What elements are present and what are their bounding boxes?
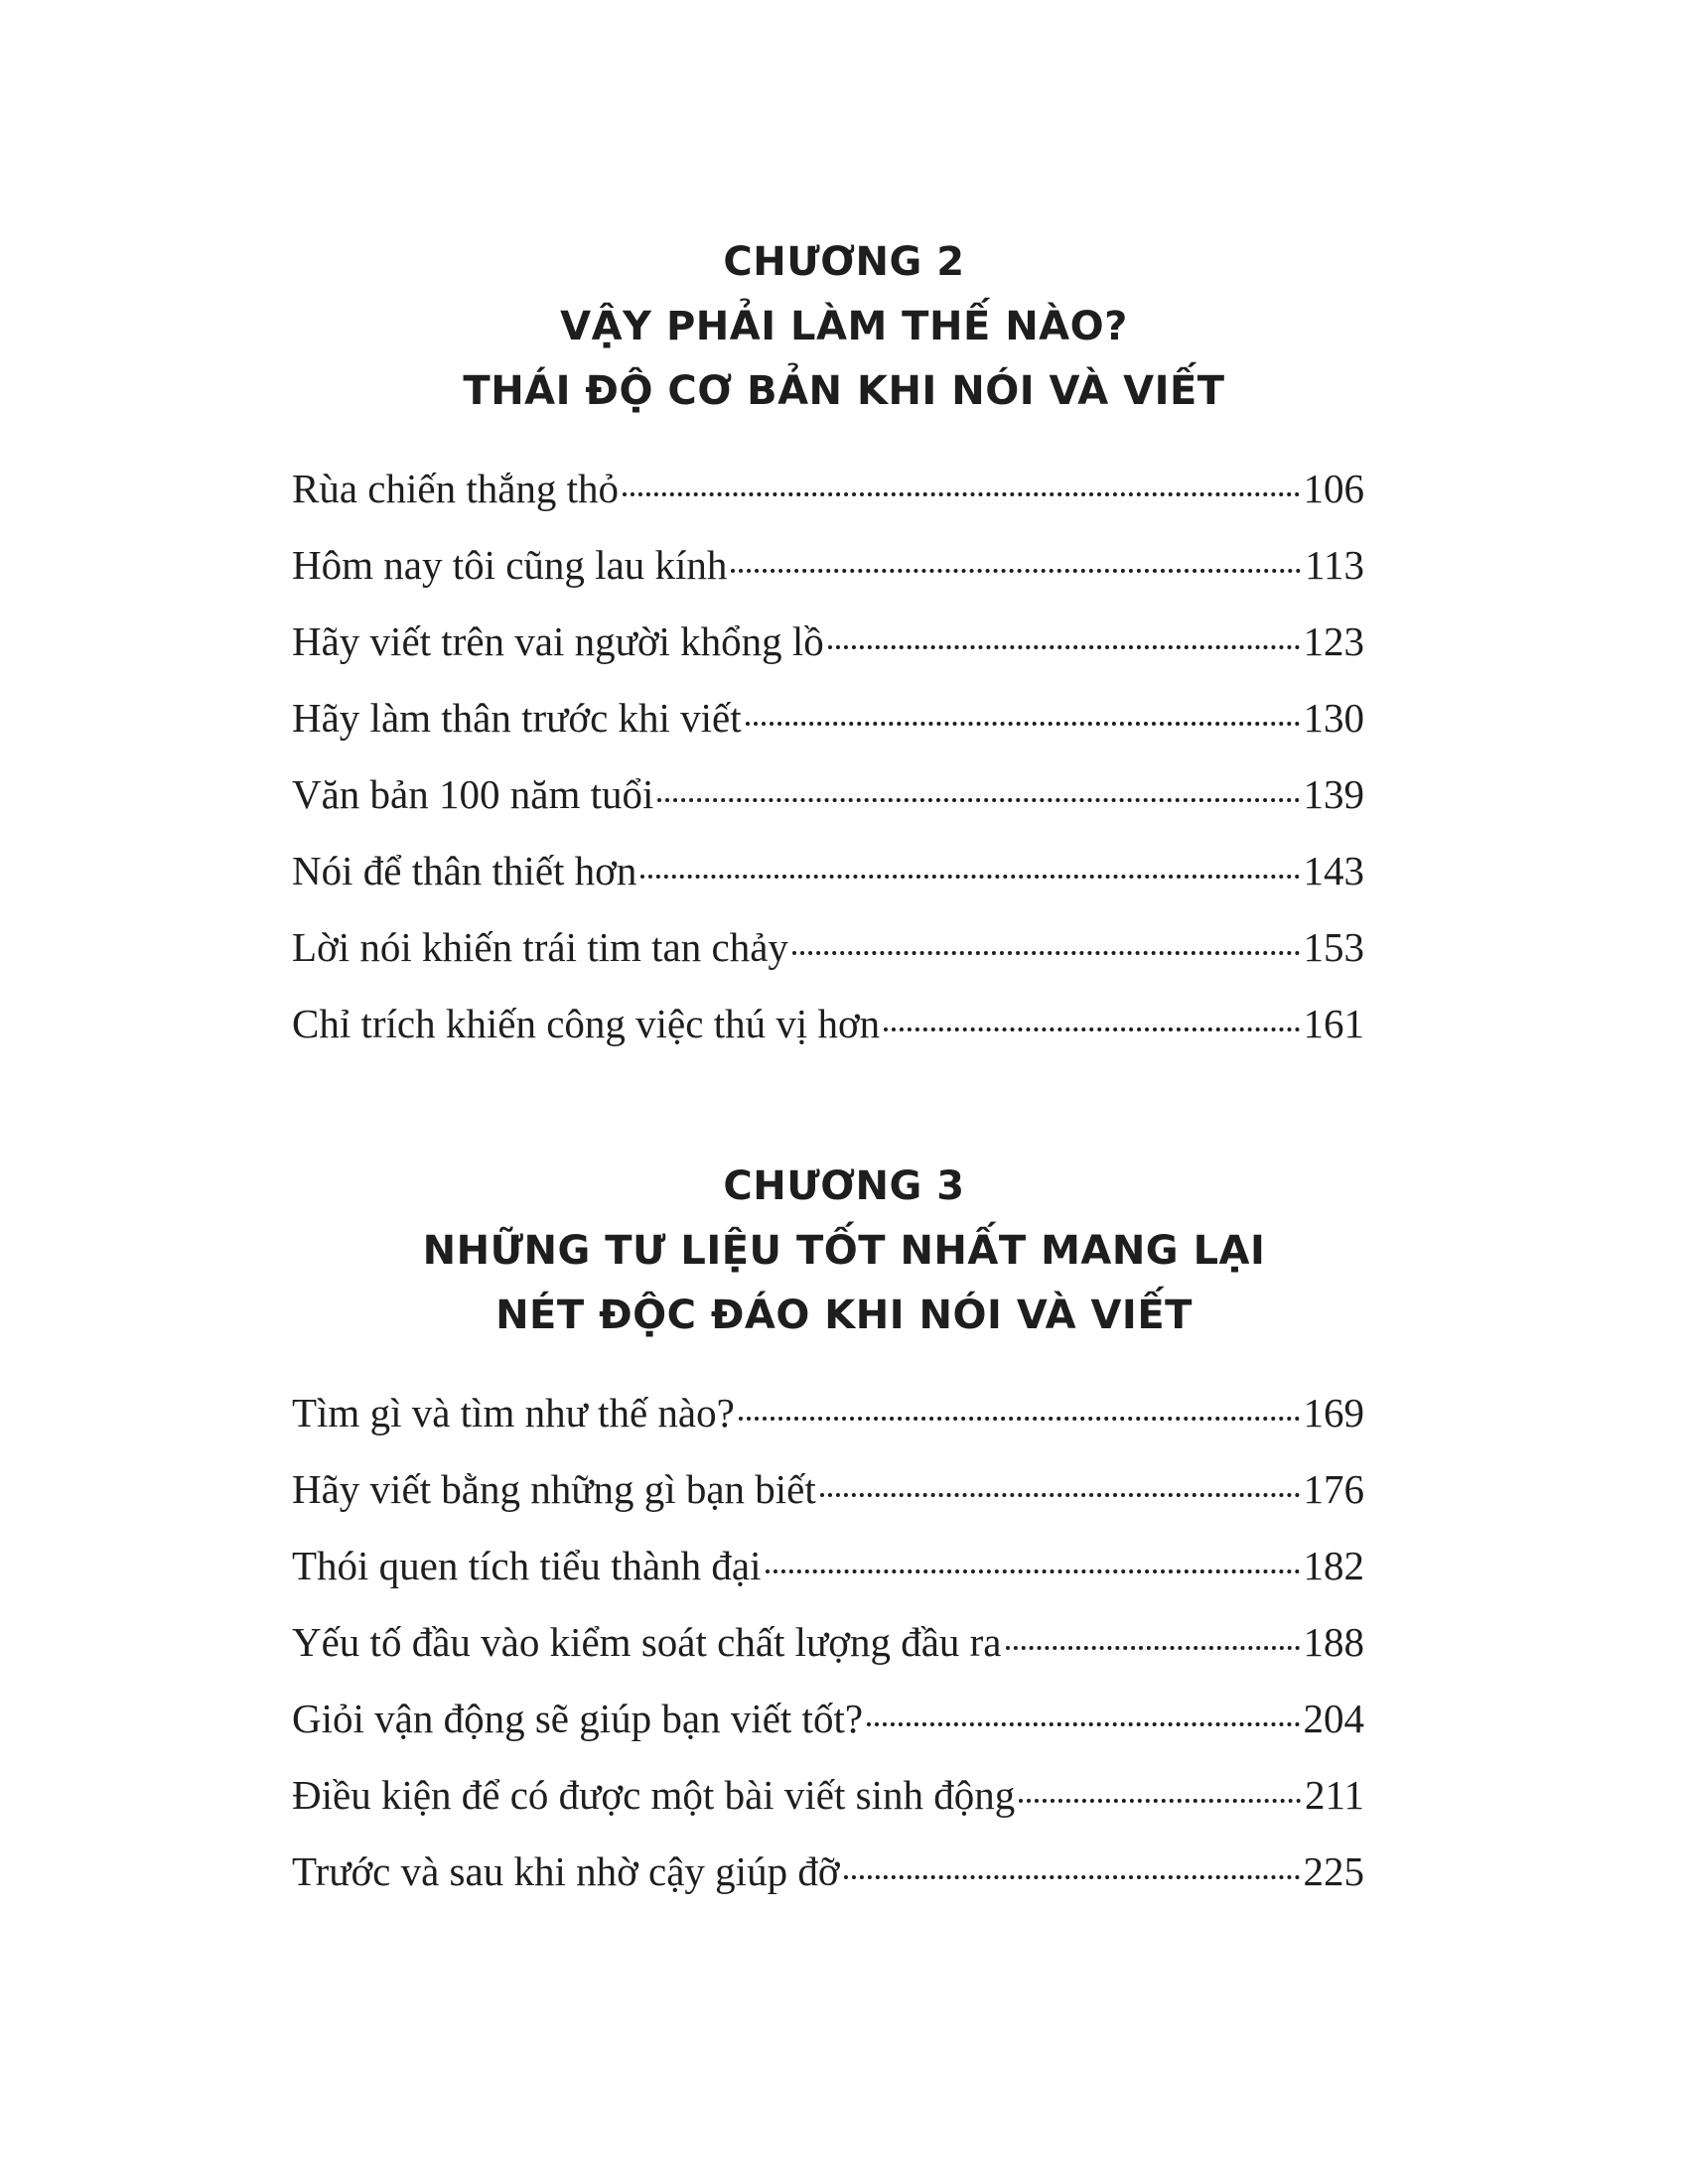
toc-entry[interactable] [292, 847, 1364, 923]
dot-leader [746, 722, 1300, 726]
toc-entry[interactable] [292, 923, 1364, 1000]
toc-entry-page: 204 [1303, 1696, 1364, 1741]
toc-entry-page: 225 [1303, 1848, 1364, 1894]
dot-leader [623, 492, 1299, 496]
chapter-title-line: THÁI ĐỘ CƠ BẢN KHI NÓI VÀ VIẾT [463, 368, 1225, 414]
toc-entry-title: Hãy viết bằng những gì bạn biết [292, 1466, 816, 1512]
toc-entry[interactable] [292, 1618, 1364, 1695]
toc-entry-page: 153 [1303, 924, 1364, 970]
toc-entry-title: Lời nói khiến trái tim tan chảy [292, 924, 788, 970]
toc-entry-title: Hãy viết trên vai người khổng lồ [292, 618, 824, 664]
toc-entry-page: 106 [1303, 466, 1364, 511]
dot-leader [792, 951, 1300, 955]
toc-entry[interactable] [292, 617, 1364, 694]
toc-entry-title: Nói để thân thiết hơn [292, 848, 637, 893]
dot-leader [884, 1027, 1299, 1031]
toc-entry[interactable] [292, 1389, 1364, 1465]
toc-entry[interactable] [292, 694, 1364, 770]
dot-leader [820, 1493, 1300, 1497]
toc-entry-page: 182 [1303, 1543, 1364, 1588]
toc-entry-page: 130 [1303, 695, 1364, 741]
dot-leader [1006, 1646, 1300, 1650]
toc-entry[interactable] [292, 1542, 1364, 1618]
toc-entry[interactable] [292, 770, 1364, 847]
chapter-heading [0, 230, 1688, 424]
toc-entry[interactable] [292, 1847, 1364, 1924]
toc-entry[interactable] [292, 465, 1364, 541]
toc-entry[interactable] [292, 1465, 1364, 1542]
chapter-title-line: NÉT ĐỘC ĐÁO KHI NÓI VÀ VIẾT [495, 1293, 1193, 1338]
toc-entry-page: 176 [1303, 1466, 1364, 1512]
toc-entry-page: 139 [1303, 771, 1364, 817]
toc-entry-page: 169 [1303, 1390, 1364, 1435]
toc-entry-title: Tìm gì và tìm như thế nào? [292, 1390, 735, 1435]
toc-entry-title: Yếu tố đầu vào kiểm soát chất lượng đầu ra [292, 1619, 1002, 1665]
chapter-label: CHƯƠNG 2 [723, 239, 965, 285]
toc-entry-title: Rùa chiến thắng thỏ [292, 466, 620, 511]
toc-entry-page: 113 [1305, 542, 1364, 588]
dot-leader [657, 798, 1299, 802]
dot-leader [739, 1417, 1300, 1421]
toc-entry[interactable] [292, 1771, 1364, 1847]
toc-entry[interactable] [292, 1000, 1364, 1076]
toc-entry[interactable] [292, 541, 1364, 617]
toc-entry-title: Văn bản 100 năm tuổi [292, 771, 654, 817]
toc-entry[interactable] [292, 1695, 1364, 1771]
dot-leader [766, 1570, 1300, 1573]
toc-entry-page: 188 [1303, 1619, 1364, 1665]
chapter-title-line: NHỮNG TƯ LIỆU TỐT NHẤT MANG LẠI [422, 1228, 1266, 1274]
toc-entry-page: 123 [1303, 618, 1364, 664]
toc-entry-title: Trước và sau khi nhờ cậy giúp đỡ [292, 1848, 840, 1894]
dot-leader [640, 875, 1299, 879]
toc-entry-title: Chỉ trích khiến công việc thú vị hơn [292, 1001, 881, 1046]
chapter-3-section [0, 1155, 1688, 1894]
toc-entry-page: 143 [1303, 848, 1364, 893]
dot-leader [731, 569, 1301, 573]
dot-leader [844, 1875, 1300, 1879]
dot-leader [867, 1722, 1299, 1726]
toc-entry-title: Thói quen tích tiểu thành đại [292, 1543, 762, 1588]
toc-entry-title: Hôm nay tôi cũng lau kính [292, 542, 728, 588]
table-of-contents [292, 1389, 1364, 1924]
chapter-2-section [0, 230, 1688, 1046]
toc-entry-page: 161 [1303, 1001, 1364, 1046]
toc-entry-title: Điều kiện để có được một bài viết sinh động [292, 1772, 1016, 1818]
toc-entry-page: 211 [1305, 1772, 1364, 1818]
dot-leader [1019, 1799, 1301, 1803]
chapter-title-line: VẬY PHẢI LÀM THẾ NÀO? [560, 304, 1128, 349]
chapter-heading [0, 1155, 1688, 1348]
toc-entry-title: Hãy làm thân trước khi viết [292, 695, 742, 741]
chapter-label: CHƯƠNG 3 [723, 1163, 965, 1209]
toc-entry-title: Giỏi vận động sẽ giúp bạn viết tốt? [292, 1696, 864, 1741]
dot-leader [828, 645, 1300, 649]
table-of-contents [292, 465, 1364, 1076]
